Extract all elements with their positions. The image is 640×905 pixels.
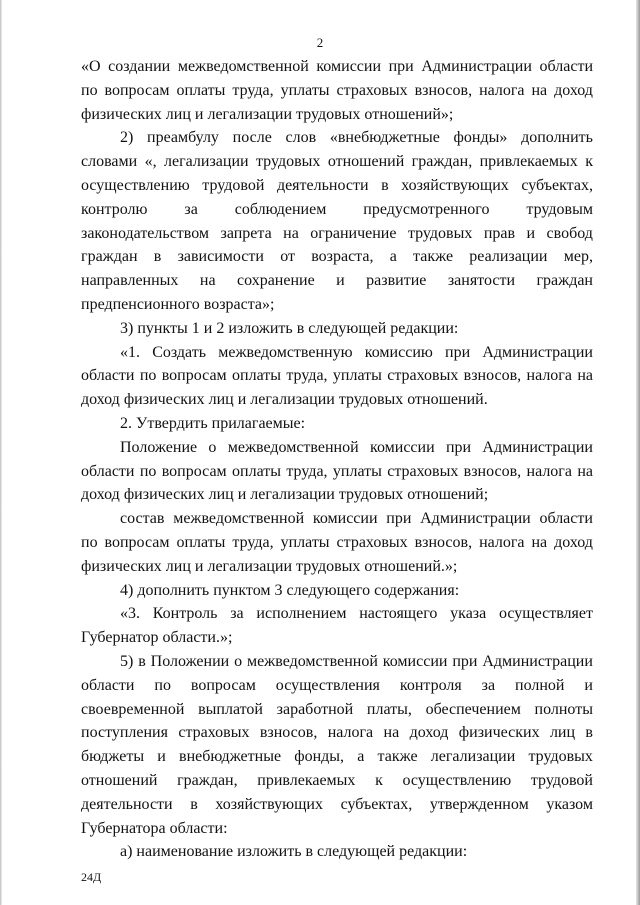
word: области	[539, 58, 593, 75]
word: межведомственную	[218, 343, 353, 361]
word: исполнением	[256, 605, 347, 623]
word: области	[81, 367, 135, 385]
text-line	[81, 293, 593, 317]
document-body	[81, 55, 593, 864]
word: уплаты	[332, 367, 382, 385]
word: межведомственной	[227, 438, 359, 456]
word: при	[388, 58, 414, 75]
word: направленных	[81, 272, 179, 290]
scan-edge-left	[0, 0, 2, 905]
text-line	[81, 698, 593, 722]
word: налога	[526, 367, 572, 385]
word: области	[81, 676, 135, 694]
word: привлекаемых	[257, 771, 356, 789]
word: по	[81, 81, 98, 99]
word: на	[199, 272, 216, 290]
word: страховых	[387, 367, 459, 385]
text-line	[81, 436, 593, 460]
word: развитие	[366, 272, 427, 290]
word: поступления	[81, 724, 168, 742]
word: страховых	[178, 724, 250, 742]
word: в	[153, 248, 162, 266]
text-line	[81, 817, 593, 841]
word: вопросам	[104, 533, 170, 551]
word: Администрации	[421, 58, 532, 75]
text-line	[81, 269, 593, 293]
word: дополнить	[521, 129, 593, 147]
word: межведомственной	[173, 510, 305, 528]
word: контролю	[81, 200, 148, 218]
text-line	[81, 245, 593, 269]
word: указа	[450, 605, 487, 623]
text-line	[81, 507, 593, 531]
word: трудовых	[407, 224, 473, 242]
text-line	[81, 793, 593, 817]
word: на	[283, 224, 299, 242]
word: вопросам	[104, 81, 170, 99]
word: к	[585, 153, 593, 171]
word: граждан	[81, 248, 138, 266]
word: налога	[479, 533, 525, 551]
word: оплаты	[176, 81, 226, 99]
word: взносов,	[463, 367, 522, 385]
word: легализации	[164, 153, 249, 171]
word: платы,	[366, 700, 412, 718]
text-line	[81, 150, 593, 174]
word: указом	[546, 795, 593, 813]
text-line	[81, 745, 593, 769]
line-text: предпенсионного возраста»;	[81, 295, 275, 313]
word: от	[280, 248, 295, 266]
line-text: 2. Утвердить прилагаемые:	[120, 414, 306, 432]
word: страховых	[336, 81, 408, 99]
word: налога	[327, 724, 374, 742]
word: состав	[120, 510, 165, 528]
word: и	[526, 224, 536, 242]
line-text: а) наименование изложить в следующей редакции:	[120, 843, 468, 861]
word: и	[584, 676, 593, 694]
word: трудовых	[255, 153, 321, 171]
word: а	[357, 748, 365, 766]
word: бюджеты	[81, 748, 145, 766]
word: вопросам	[161, 367, 227, 385]
word: преамбулу	[147, 129, 219, 147]
word: комиссии	[312, 510, 378, 528]
word: лиц	[549, 724, 576, 742]
word: словами	[81, 153, 138, 171]
word: фонды,	[294, 748, 345, 766]
word: труда,	[232, 81, 274, 99]
text-line	[81, 483, 593, 507]
word: Администрации	[482, 652, 593, 670]
word: деятельности	[276, 176, 369, 194]
text-line	[81, 198, 593, 222]
word: внебюджетные	[179, 748, 282, 766]
word: труда,	[286, 462, 328, 480]
word: деятельности	[81, 795, 173, 813]
word: Положение	[120, 438, 198, 456]
word: реализации	[469, 248, 548, 266]
word: возраста,	[311, 248, 374, 266]
word: области	[539, 510, 593, 528]
word: контроля	[399, 676, 462, 694]
text-line	[81, 388, 593, 412]
line-text: Губернатора области:	[81, 819, 228, 837]
word: после	[232, 129, 272, 147]
word: налога	[526, 462, 572, 480]
word: и	[336, 272, 345, 290]
text-line	[81, 317, 593, 341]
word: вопросам	[161, 462, 227, 480]
word: трудовым	[526, 200, 593, 218]
footer-code: 24Д	[81, 870, 102, 884]
word: Контроль	[152, 605, 218, 623]
word: отношений	[81, 771, 158, 789]
word: по	[139, 462, 157, 480]
word: в	[190, 795, 198, 813]
scan-edge-right	[636, 0, 640, 905]
word: в	[381, 176, 389, 194]
word: Положении	[150, 652, 230, 670]
word: доход	[409, 724, 449, 742]
word: оплаты	[176, 533, 226, 551]
word: ограничение	[310, 224, 397, 242]
word: «1.	[120, 343, 140, 361]
word: также	[413, 248, 454, 266]
word: взносов,	[414, 533, 473, 551]
line-text: 3) пункты 1 и 2 изложить в следующей редакции:	[120, 319, 459, 337]
word: отношений	[327, 153, 405, 171]
word: взносов,	[259, 724, 318, 742]
word: за	[481, 676, 496, 694]
word: уплаты	[280, 81, 330, 99]
word: а	[389, 248, 397, 266]
text-line	[81, 769, 593, 793]
word: при	[386, 510, 412, 528]
word: по	[154, 676, 171, 694]
word: выплатой	[198, 700, 263, 718]
word: сохранение	[237, 272, 315, 290]
word: труда,	[286, 367, 328, 385]
word: «внебюджетные	[329, 129, 440, 147]
word: запрета	[220, 224, 272, 242]
word: на	[383, 724, 400, 742]
text-line	[81, 674, 593, 698]
text-line	[81, 341, 593, 365]
word: о	[208, 438, 217, 456]
word: комиссии	[382, 652, 448, 670]
word: межведомственной	[177, 58, 309, 75]
word: области	[81, 462, 135, 480]
word: прав	[483, 224, 516, 242]
text-line	[81, 460, 593, 484]
word: легализации	[430, 748, 516, 766]
word: соблюдением	[234, 200, 327, 218]
word: «,	[144, 153, 157, 171]
word: на	[577, 367, 593, 385]
word: 5)	[120, 652, 134, 670]
word: за	[184, 200, 198, 218]
word: осуществлению	[402, 771, 512, 789]
word: трудовой	[530, 771, 593, 789]
word: налога	[479, 81, 525, 99]
word: на	[531, 81, 548, 99]
word: своевременной	[81, 700, 185, 718]
text-line	[81, 103, 593, 127]
word: хозяйствующих	[401, 176, 509, 194]
word: при	[445, 343, 471, 361]
word: уплаты	[332, 462, 382, 480]
word: предусмотренного	[363, 200, 490, 218]
word: доход	[554, 81, 593, 99]
word: взносов,	[414, 81, 473, 99]
word: вопросам	[190, 676, 256, 694]
word: «О	[81, 58, 101, 75]
word: Администрации	[482, 438, 593, 456]
word: обеспечением	[425, 700, 521, 718]
word: при	[445, 438, 472, 456]
line-text: физических лиц и легализации трудовых отношений.»;	[81, 557, 458, 575]
line-text: доход физических лиц и легализации трудовых отношений.	[81, 391, 488, 409]
word: полноты	[534, 700, 593, 718]
text-line	[81, 721, 593, 745]
word: страховых	[387, 462, 459, 480]
text-line	[81, 650, 593, 674]
text-line	[81, 555, 593, 579]
text-line	[81, 174, 593, 198]
word: комиссии	[369, 438, 435, 456]
text-line	[81, 840, 593, 864]
page-number: 2	[316, 35, 324, 50]
word: хозяйствующих	[215, 795, 323, 813]
word: слов	[285, 129, 317, 147]
word: законодательством	[81, 224, 210, 242]
word: осуществления	[275, 676, 380, 694]
word: Администрации	[482, 343, 593, 361]
word: фонды»	[453, 129, 508, 147]
text-line	[81, 126, 593, 150]
word: мер,	[563, 248, 593, 266]
word: осуществляет	[498, 605, 593, 623]
word: уплаты	[280, 533, 330, 551]
word: занятости	[447, 272, 516, 290]
text-line	[81, 602, 593, 626]
text-line	[81, 222, 593, 246]
line-text: доход физических лиц и легализации трудовых отношений;	[81, 486, 489, 504]
line-text: физических лиц и легализации трудовых отношений»;	[81, 105, 454, 123]
word: осуществлению	[81, 176, 190, 194]
word: по	[81, 533, 98, 551]
word: физических	[458, 724, 540, 742]
word: комиссии	[316, 58, 382, 75]
word: зависимости	[177, 248, 264, 266]
word: Администрации	[420, 510, 531, 528]
word: взносов,	[463, 462, 522, 480]
word: полной	[515, 676, 565, 694]
word: при	[452, 652, 478, 670]
text-line	[81, 579, 593, 603]
text-line	[81, 364, 593, 388]
word: свобод	[546, 224, 593, 242]
word: заработной	[276, 700, 354, 718]
word: Создать	[152, 343, 207, 361]
word: доход	[554, 533, 593, 551]
line-text: 4) дополнить пунктом 3 следующего содержания:	[120, 581, 460, 599]
word: граждан	[536, 272, 593, 290]
word: трудовой	[202, 176, 265, 194]
word: межведомственной	[246, 652, 378, 670]
word: субъектах,	[340, 795, 413, 813]
word: на	[577, 462, 593, 480]
word: субъектах,	[521, 176, 593, 194]
word: к	[375, 771, 383, 789]
word: граждан,	[177, 771, 238, 789]
word: по	[139, 367, 157, 385]
word: трудовых	[528, 748, 593, 766]
text-line	[81, 412, 593, 436]
word: утвержденном	[429, 795, 529, 813]
word: за	[230, 605, 244, 623]
text-line	[81, 531, 593, 555]
text-line	[81, 55, 593, 79]
word: на	[531, 533, 548, 551]
word: комиссию	[364, 343, 433, 361]
word: о	[234, 652, 243, 670]
word: труда,	[232, 533, 274, 551]
text-line	[81, 626, 593, 650]
text-line	[81, 79, 593, 103]
word: настоящего	[359, 605, 438, 623]
word: страховых	[336, 533, 408, 551]
word: в	[585, 724, 593, 742]
word: «3.	[120, 605, 140, 623]
word: граждан,	[411, 153, 473, 171]
word: создании	[108, 58, 171, 75]
word: и	[157, 748, 166, 766]
word: оплаты	[232, 367, 281, 385]
word: в	[138, 652, 146, 670]
word: также	[377, 748, 418, 766]
word: 2)	[120, 129, 134, 147]
line-text: Губернатор области.»;	[81, 629, 233, 647]
word: оплаты	[232, 462, 281, 480]
word: привлекаемых	[479, 153, 578, 171]
